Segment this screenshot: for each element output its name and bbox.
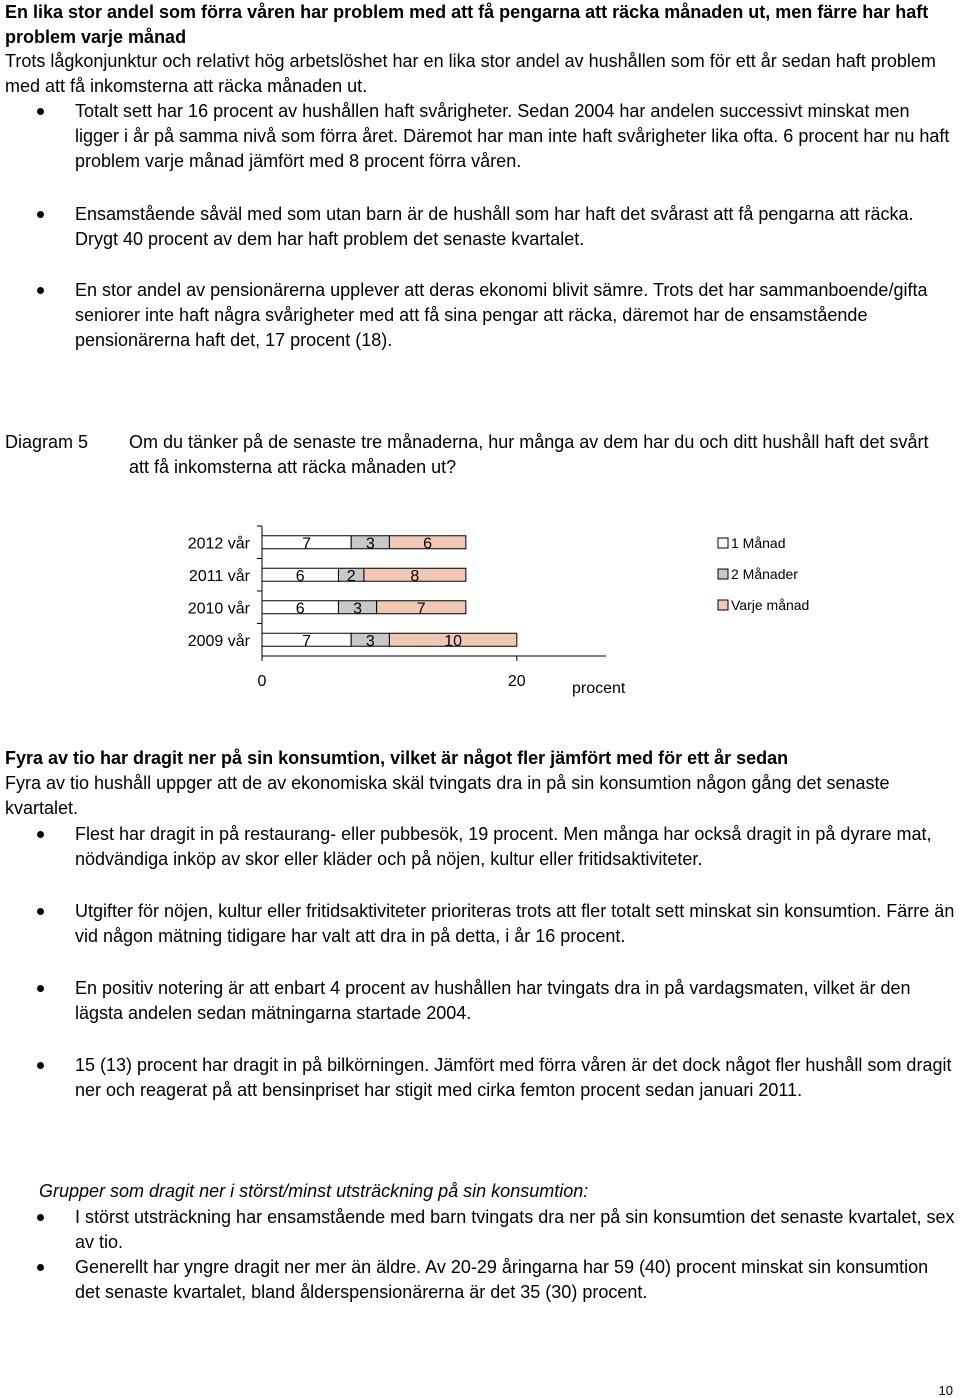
list-item: Generellt har yngre dragit ner mer än äldre. Av 20-29 åringarna har 59 (40) procent minskat sin konsumtion det senaste kvartalet, bland ålderspensionärerna är det 35 (30) procent.	[5, 1255, 957, 1305]
list-item: Totalt sett har 16 procent av hushållen haft svårigheter. Sedan 2004 har andelen successivt minskat men ligger i år på samma nivå som förra året. Däremot har man inte haft svårigheter lika ofta. 6 procent har nu haft problem varje månad jämfört med 8 procent förra våren.	[5, 99, 957, 174]
chart-svg	[165, 522, 845, 712]
bullet-icon	[37, 831, 44, 838]
legend-swatch	[718, 600, 728, 610]
data-label: 2	[346, 567, 356, 585]
list-item: En positiv notering är att enbart 4 procent av hushållen har tvingats dra in på vardagsmaten, vilket är den lägsta andelen sedan mätningarna startade 2004.	[5, 976, 957, 1026]
page-number: 10	[938, 1383, 953, 1398]
legend-swatch	[718, 538, 728, 548]
x-tick-label: 20	[507, 673, 526, 690]
bullet-icon	[37, 908, 44, 915]
x-axis-title: procent	[572, 680, 626, 697]
data-label: 6	[295, 600, 305, 618]
list-item: I störst utsträckning har ensamstående med barn tvingats dra ner på sin konsumtion det senaste kvartalet, sex av tio.	[5, 1205, 957, 1255]
bullet-icon	[37, 1214, 44, 1221]
data-label: 10	[444, 632, 463, 650]
section-heading: Fyra av tio har dragit ner på sin konsumtion, vilket är något fler jämfört med för ett år sedan	[5, 748, 789, 768]
data-label: 3	[365, 632, 375, 650]
diagram-question: Om du tänker på de senaste tre månaderna, hur många av dem har du och ditt hushåll haft det svårt att få inkomsterna att räcka månaden ut?	[129, 432, 929, 477]
data-label: 3	[365, 535, 375, 553]
legend-label: 1 Månad	[731, 535, 786, 551]
groups-title: Grupper som dragit ner i störst/minst utsträckning på sin konsumtion:	[39, 1181, 589, 1201]
y-tick-label: 2012 vår	[187, 535, 250, 553]
list-item: Utgifter för nöjen, kultur eller fritidsaktiviteter prioriteras trots att fler totalt sett minskat sin konsumtion. Färre än vid någon mätning tidigare har valt att dra in på detta, i år 16 procent.	[5, 899, 957, 949]
bullet-icon	[37, 287, 44, 294]
bullet-icon	[37, 108, 44, 115]
legend-label: 2 Månader	[731, 566, 798, 582]
bullet-icon	[37, 1062, 44, 1069]
data-label: 6	[423, 535, 433, 553]
data-label: 7	[302, 535, 312, 553]
data-label: 7	[416, 600, 426, 618]
bullet-icon	[37, 211, 44, 218]
section-intro: Fyra av tio hushåll uppger att de av ekonomiska skäl tvingats dra in på sin konsumtion någon gång det senaste kvartalet.	[5, 773, 890, 818]
data-label: 6	[295, 567, 305, 585]
list-item: Flest har dragit in på restaurang- eller pubbesök, 19 procent. Men många har också dragit in på dyrare mat, nödvändiga inköp av skor eller kläder och på nöjen, kultur eller fritidsaktiviteter.	[5, 822, 957, 872]
bullet-list	[5, 99, 957, 353]
legend-swatch	[718, 569, 728, 579]
list-item: En stor andel av pensionärerna upplever att deras ekonomi blivit sämre. Trots det har sammanboende/gifta seniorer inte haft några svårigheter med att få sina pengar att räcka, däremot har de ensamstående pensionärerna haft det, 17 procent (18).	[5, 278, 957, 353]
bullet-icon	[37, 1264, 44, 1271]
list-item: 15 (13) procent har dragit in på bilkörningen. Jämfört med förra våren är det dock något fler hushåll som dragit ner och reagerat på att bensinpriset har stigit med cirka femton procent sedan januari 2011.	[5, 1053, 957, 1103]
data-label: 8	[410, 567, 420, 585]
x-tick-label: 0	[257, 673, 267, 690]
section-heading: En lika stor andel som förra våren har problem med att få pengarna att räcka månaden ut, men färre har haft problem varje månad	[5, 2, 929, 47]
data-label: 7	[302, 632, 312, 650]
y-tick-label: 2010 vår	[187, 600, 250, 618]
bullet-list	[5, 822, 957, 1103]
legend-label: Varje månad	[731, 597, 810, 613]
bullet-list	[5, 1205, 957, 1305]
data-label: 3	[353, 600, 363, 618]
bar-chart	[165, 522, 845, 712]
section-intro: Trots lågkonjunktur och relativt hög arbetslöshet har en lika stor andel av hushållen som för ett år sedan haft problem med att få inkomsterna att räcka månaden ut.	[5, 51, 936, 96]
bullet-icon	[37, 985, 44, 992]
list-item: Ensamstående såväl med som utan barn är de hushåll som har haft det svårast att få pengarna att räcka. Drygt 40 procent av dem har haft problem det senaste kvartalet.	[5, 202, 957, 252]
y-tick-label: 2011 vår	[188, 567, 250, 585]
y-tick-label: 2009 vår	[187, 632, 250, 650]
diagram-label: Diagram 5	[5, 432, 89, 452]
